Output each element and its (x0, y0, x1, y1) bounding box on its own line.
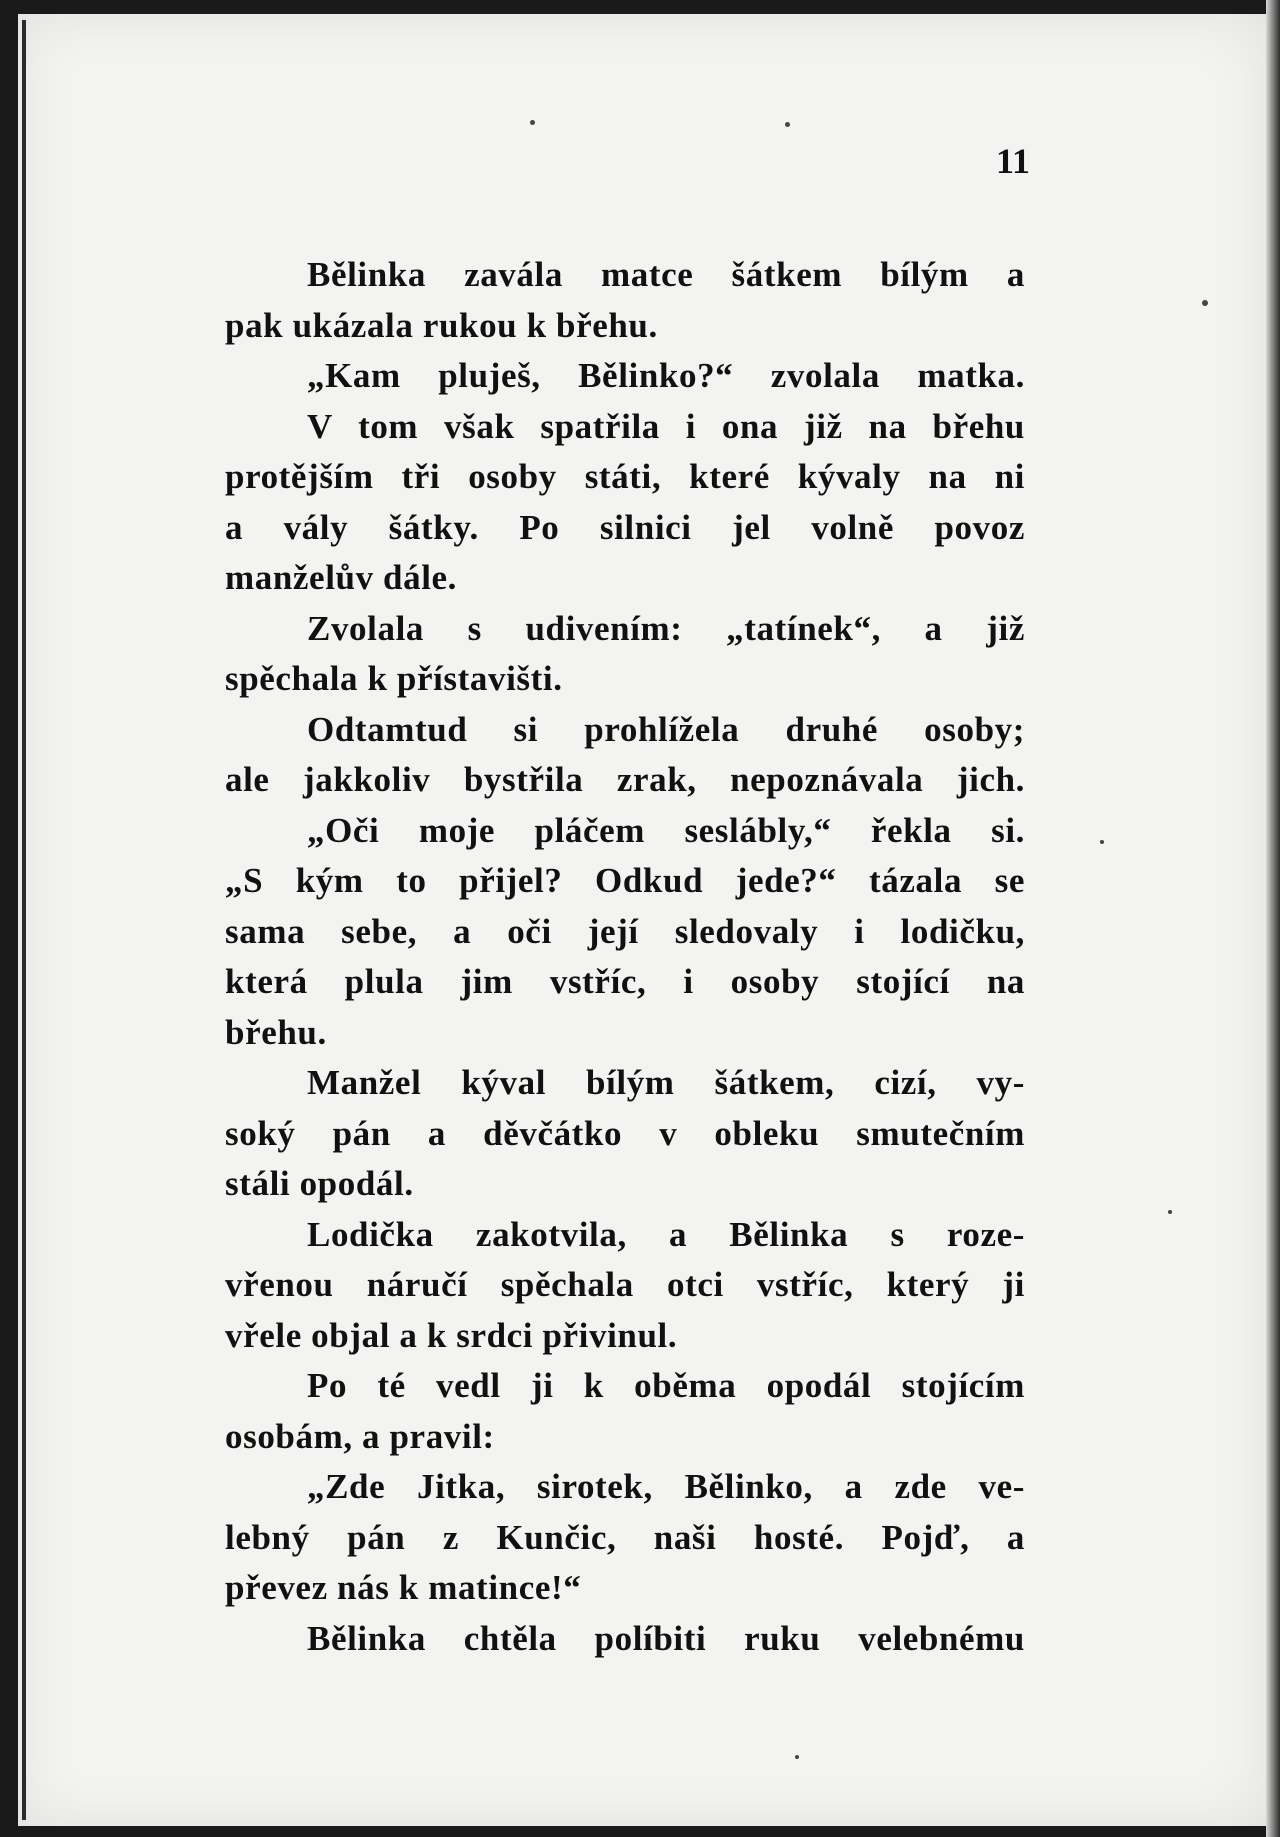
print-speck (785, 122, 790, 127)
text-line: vřele objal a k srdci přivinul. (225, 1315, 678, 1355)
text-line: osobám, a pravil: (225, 1416, 495, 1456)
text-line: spěchala k přístavišti. (225, 659, 563, 698)
text-line: soký pán a děvčátko v obleku smutečním (225, 1113, 1025, 1153)
print-speck (1100, 840, 1104, 844)
text-line: ale jakkoliv bystřila zrak, nepoznávala jich. (225, 760, 1025, 799)
text-line: „Oči moje pláčem seslábly,“ řekla si. (307, 810, 1025, 850)
text-line: Odtamtud si prohlížela druhé osoby; (307, 709, 1025, 749)
text-line: lebný pán z Kunčic, naši hosté. Pojď, a (225, 1517, 1025, 1557)
page-number: 11 (995, 141, 1030, 181)
book-spine-shadow (22, 20, 26, 1820)
text-line: stáli opodál. (225, 1164, 414, 1203)
text-line: V tom však spatřila i ona již na břehu (307, 406, 1025, 446)
text-line: Po té vedl ji k oběma opodál stojícím (307, 1366, 1025, 1405)
text-line: „S kým to přijel? Odkud jede?“ tázala se (225, 861, 1025, 900)
text-line: Zvolala s udivením: „tatínek“, a již (307, 608, 1025, 648)
page-edge-shadow (1266, 0, 1280, 1837)
text-line: vřenou náručí spěchala otci vstříc, který ji (225, 1265, 1025, 1304)
text-line: Bělinka chtěla políbiti ruku velebnému (307, 1618, 1025, 1658)
text-line: protějším tři osoby státi, které kývaly na ni (225, 457, 1025, 496)
body-text (225, 250, 1025, 1664)
text-line: která plula jim vstříc, i osoby stojící na (225, 962, 1025, 1001)
text-line: Bělinka zavála matce šátkem bílým a (307, 255, 1025, 294)
text-line: převez nás k matince!“ (225, 1568, 582, 1607)
print-speck (1202, 300, 1208, 306)
text-line: Lodička zakotvila, a Bělinka s roze- (307, 1214, 1025, 1254)
text-line: „Kam pluješ, Bělinko?“ zvolala matka. (307, 356, 1025, 395)
text-line: a vály šátky. Po silnici jel volně povoz (225, 507, 1025, 547)
text-line: „Zde Jitka, sirotek, Bělinko, a zde ve- (307, 1467, 1025, 1506)
text-line: Manžel kýval bílým šátkem, cizí, vy- (307, 1063, 1025, 1102)
print-speck (1168, 1210, 1172, 1214)
print-speck (795, 1755, 799, 1759)
text-line: pak ukázala rukou k břehu. (225, 305, 658, 345)
text-line: sama sebe, a oči její sledovaly i lodičku, (225, 911, 1025, 951)
print-speck (530, 120, 535, 125)
text-line: břehu. (225, 1012, 327, 1052)
text-line: manželův dále. (225, 558, 458, 597)
